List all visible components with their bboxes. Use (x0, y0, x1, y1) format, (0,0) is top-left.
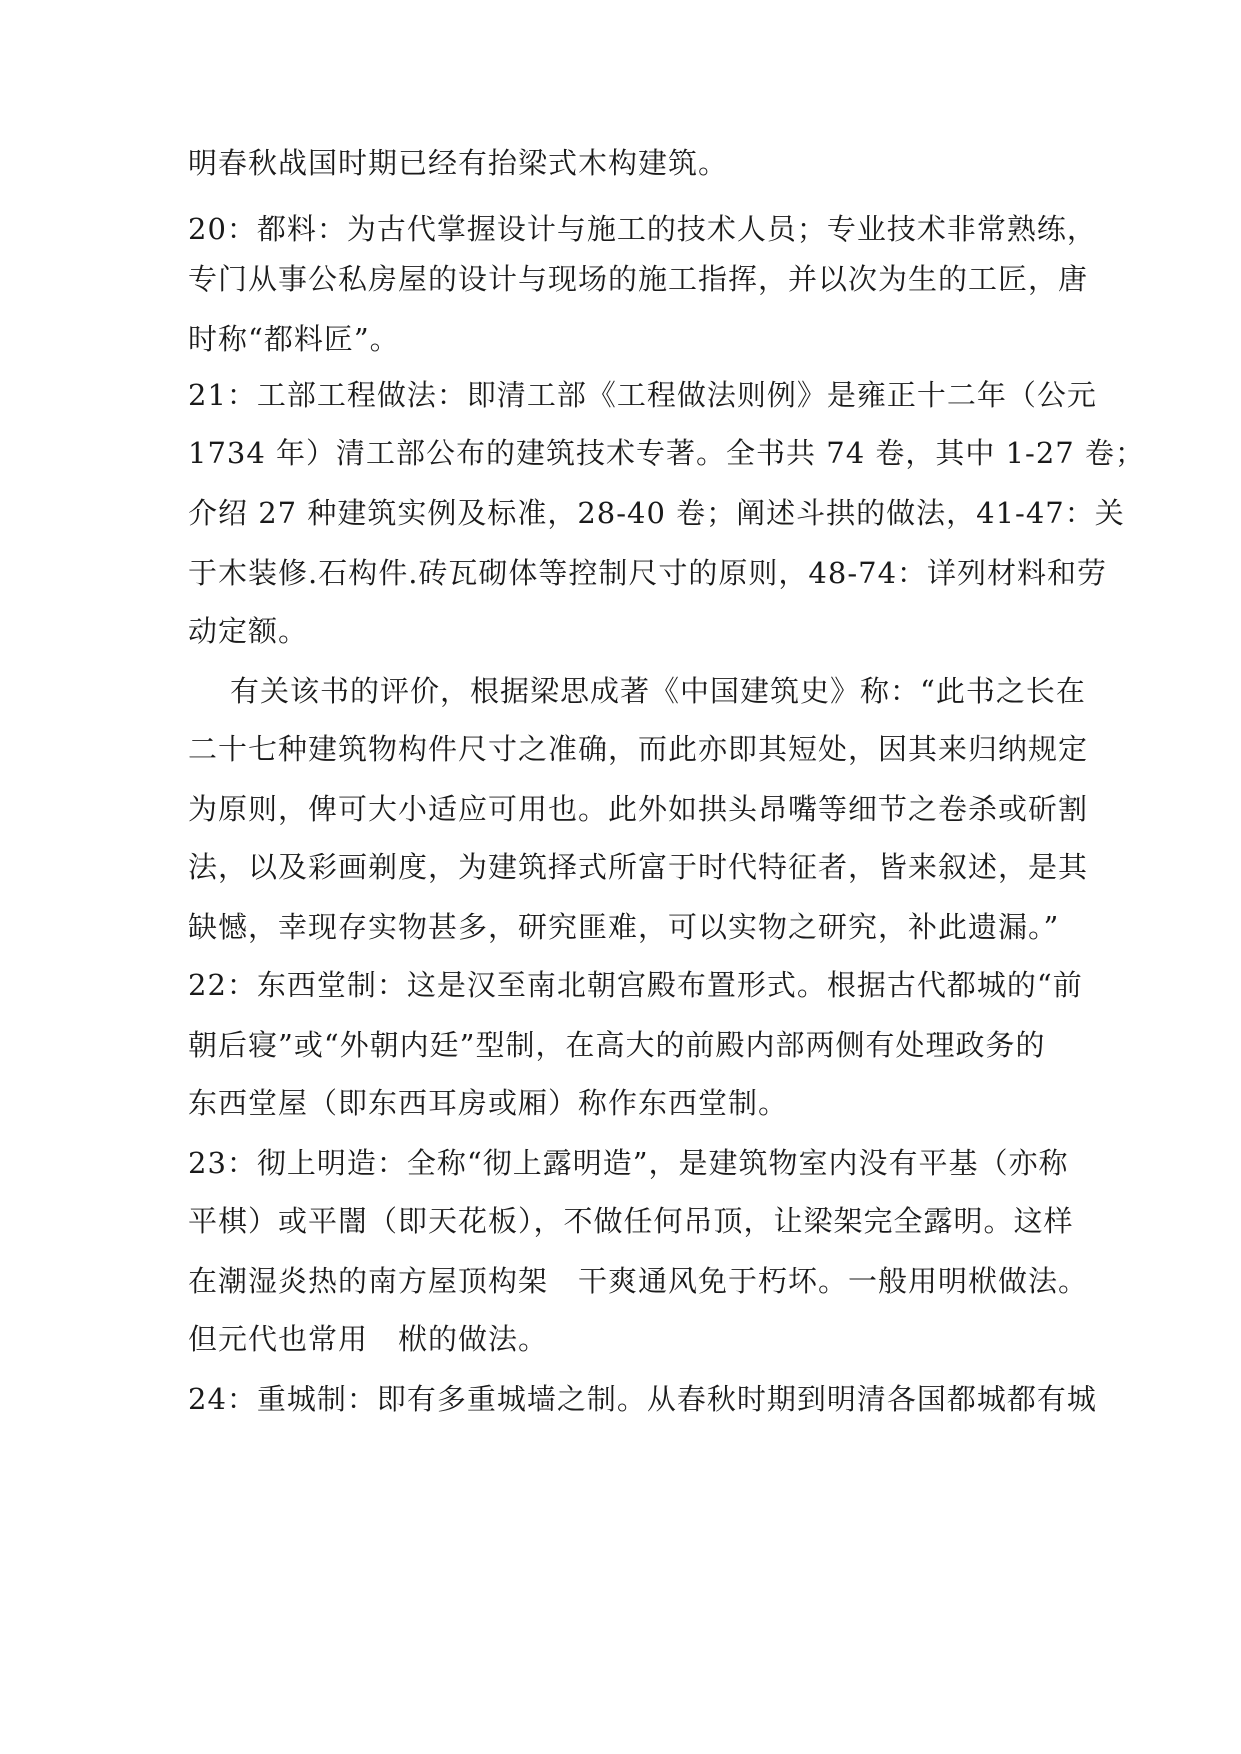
text-line: 东西堂屋（即东西耳房或厢）称作东西堂制。 (188, 1086, 789, 1120)
text-line: 缺憾，幸现存实物甚多，研究匪难，可以实物之研究，补此遗漏。” (188, 910, 1060, 944)
text-line: 在潮湿炎热的南方屋顶构架 干爽通风免于朽坏。一般用明栿做法。 (188, 1264, 1089, 1298)
text-line: 为原则，俾可大小适应可用也。此外如拱头昂嘴等细节之卷杀或斫割 (188, 792, 1089, 826)
text-line: 22：东西堂制：这是汉至南北朝宫殿布置形式。根据古代都城的“前 (188, 968, 1083, 1002)
text-line: 于木装修.石构件.砖瓦砌体等控制尺寸的原则，48-74：详列材料和劳 (188, 556, 1108, 590)
text-line: 明春秋战国时期已经有抬梁式木构建筑。 (188, 146, 729, 180)
text-line: 20：都料：为古代掌握设计与施工的技术人员；专业技术非常熟练， (188, 212, 1097, 246)
document-page (188, 0, 1145, 1754)
text-line: 二十七种建筑物构件尺寸之准确，而此亦即其短处，因其来归纳规定 (188, 732, 1089, 766)
text-line: 21：工部工程做法：即清工部《工程做法则例》是雍正十二年（公元 (188, 378, 1097, 412)
text-line: 但元代也常用 栿的做法。 (188, 1322, 549, 1356)
text-line: 法，以及彩画剃度，为建筑择式所富于时代特征者，皆来叙述，是其 (188, 850, 1089, 884)
text-line: 介绍 27 种建筑实例及标准，28-40 卷；阐述斗拱的做法，41-47：关 (188, 496, 1125, 530)
text-line: 平棋）或平闇（即天花板），不做任何吊顶，让梁架完全露明。这样 (188, 1204, 1074, 1238)
text-line: 专门从事公私房屋的设计与现场的施工指挥，并以次为生的工匠，唐 (188, 262, 1089, 296)
text-line: 1734 年）清工部公布的建筑技术专著。全书共 74 卷，其中 1-27 卷； (188, 436, 1145, 470)
text-line: 时称“都料匠”。 (188, 322, 400, 356)
text-line: 24：重城制：即有多重城墙之制。从春秋时期到明清各国都城都有城 (188, 1382, 1097, 1416)
text-line: 23：彻上明造：全称“彻上露明造”，是建筑物室内没有平基（亦称 (188, 1146, 1069, 1180)
paragraph-first-line: 有关该书的评价，根据梁思成著《中国建筑史》称：“此书之长在 (230, 674, 1086, 708)
text-line: 朝后寝”或“外朝内廷”型制，在高大的前殿内部两侧有处理政务的 (188, 1028, 1046, 1062)
text-line: 动定额。 (188, 614, 309, 648)
